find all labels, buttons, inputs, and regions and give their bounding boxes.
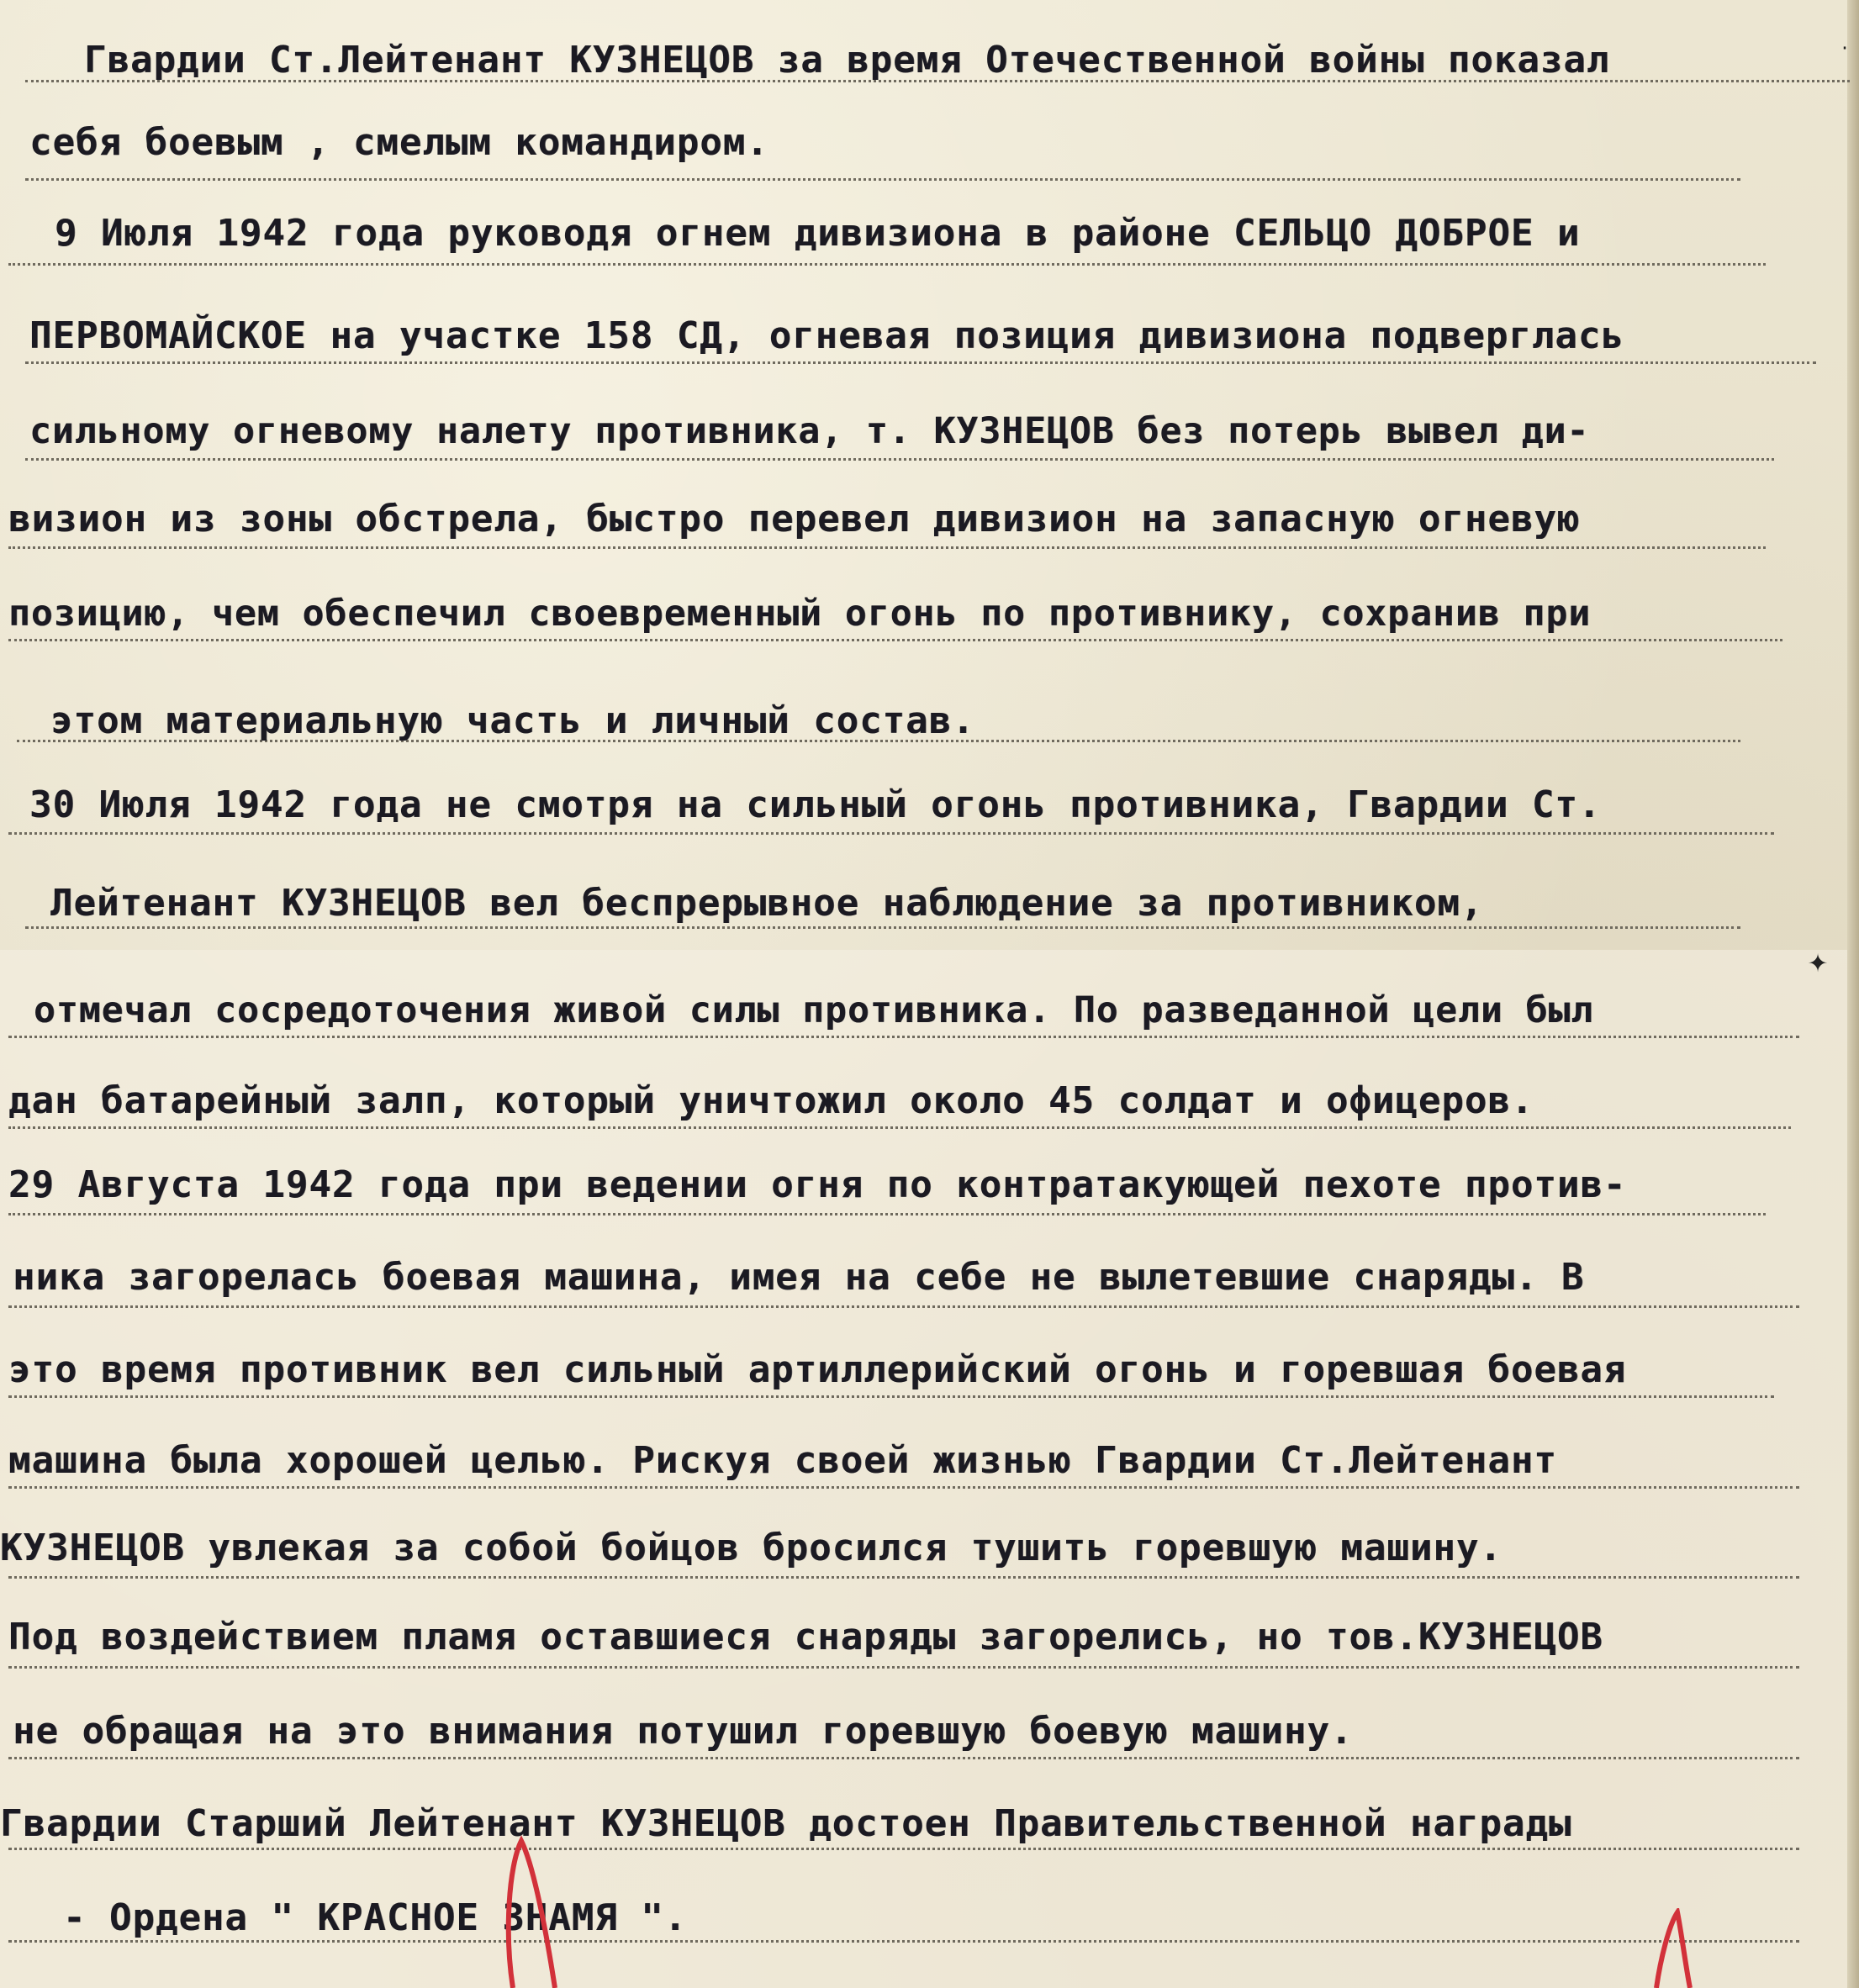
- ruling-line: [8, 1576, 1799, 1579]
- ruling-line: [25, 458, 1774, 461]
- margin-mark: ·: [1840, 38, 1851, 58]
- ruling-line: [8, 1395, 1774, 1398]
- text-line: Гвардии Старший Лейтенант КУЗНЕЦОВ достоен Правительственной награды: [0, 1802, 1572, 1845]
- text-line: себя боевым , смелым командиром.: [29, 121, 769, 164]
- ruling-line: [8, 1757, 1799, 1759]
- text-line: визион из зоны обстрела, быстро перевел дивизион на запасную огневую: [8, 498, 1581, 541]
- text-line: позицию, чем обеспечил своевременный огонь по противнику, сохранив при: [8, 593, 1592, 635]
- ruling-line: [8, 1036, 1799, 1038]
- text-line: Лейтенант КУЗНЕЦОВ вел беспрерывное наблюдение за противником,: [50, 882, 1484, 925]
- ruling-line: [8, 832, 1774, 835]
- ruling-line: [8, 1486, 1799, 1489]
- text-line: это время противник вел сильный артиллерийский огонь и горевшая боевая: [8, 1348, 1627, 1391]
- ruling-line: [8, 1666, 1799, 1669]
- text-line: сильному огневому налету противника, т. КУЗНЕЦОВ без потерь вывел ди-: [29, 410, 1590, 452]
- red-pencil-mark: [1648, 1908, 1698, 1988]
- text-line: Гвардии Ст.Лейтенант КУЗНЕЦОВ за время Отечественной войны показал: [84, 39, 1610, 82]
- ruling-line: [25, 361, 1816, 364]
- text-line: Под воздействием пламя оставшиеся снаряды загорелись, но тов.КУЗНЕЦОВ: [8, 1616, 1603, 1658]
- page-edge: [1847, 0, 1859, 1988]
- ruling-line: [8, 263, 1766, 266]
- margin-mark: ✦: [1808, 941, 1829, 980]
- text-line: машина была хорошей целью. Рискуя своей жизнью Гвардии Ст.Лейтенант: [8, 1439, 1557, 1482]
- ruling-line: [8, 639, 1782, 641]
- text-line: ника загорелась боевая машина, имея на себе не вылетевшие снаряды. В: [13, 1256, 1585, 1299]
- text-line: 9 Июля 1942 года руководя огнем дивизиона в районе СЕЛЬЦО ДОБРОЕ и: [55, 212, 1581, 255]
- text-line: 30 Июля 1942 года не смотря на сильный огонь противника, Гвардии Ст.: [29, 783, 1602, 826]
- ruling-line: [25, 178, 1740, 181]
- red-pencil-mark: [496, 1832, 715, 1988]
- text-line: дан батарейный залп, который уничтожил около 45 солдат и офицеров.: [8, 1079, 1534, 1122]
- ruling-line: [8, 1305, 1799, 1308]
- ruling-line: [8, 1213, 1766, 1215]
- text-line: 29 Августа 1942 года при ведении огня по контратакующей пехоте против-: [8, 1163, 1627, 1206]
- ruling-line: [8, 546, 1766, 549]
- text-line: этом материальную часть и личный состав.: [50, 699, 975, 742]
- text-line: не обращая на это внимания потушил горевшую боевую машину.: [13, 1710, 1354, 1753]
- ruling-line: [8, 1126, 1791, 1129]
- text-line: КУЗНЕЦОВ увлекая за собой бойцов бросился тушить горевшую машину.: [0, 1527, 1503, 1569]
- text-line: ПЕРВОМАЙСКОЕ на участке 158 СД, огневая позиция дивизиона подверглась: [29, 314, 1624, 357]
- text-line: - Ордена " КРАСНОЕ ЗНАМЯ ".: [63, 1896, 688, 1939]
- text-line: отмечал сосредоточения живой силы противника. По разведанной цели был: [34, 989, 1594, 1031]
